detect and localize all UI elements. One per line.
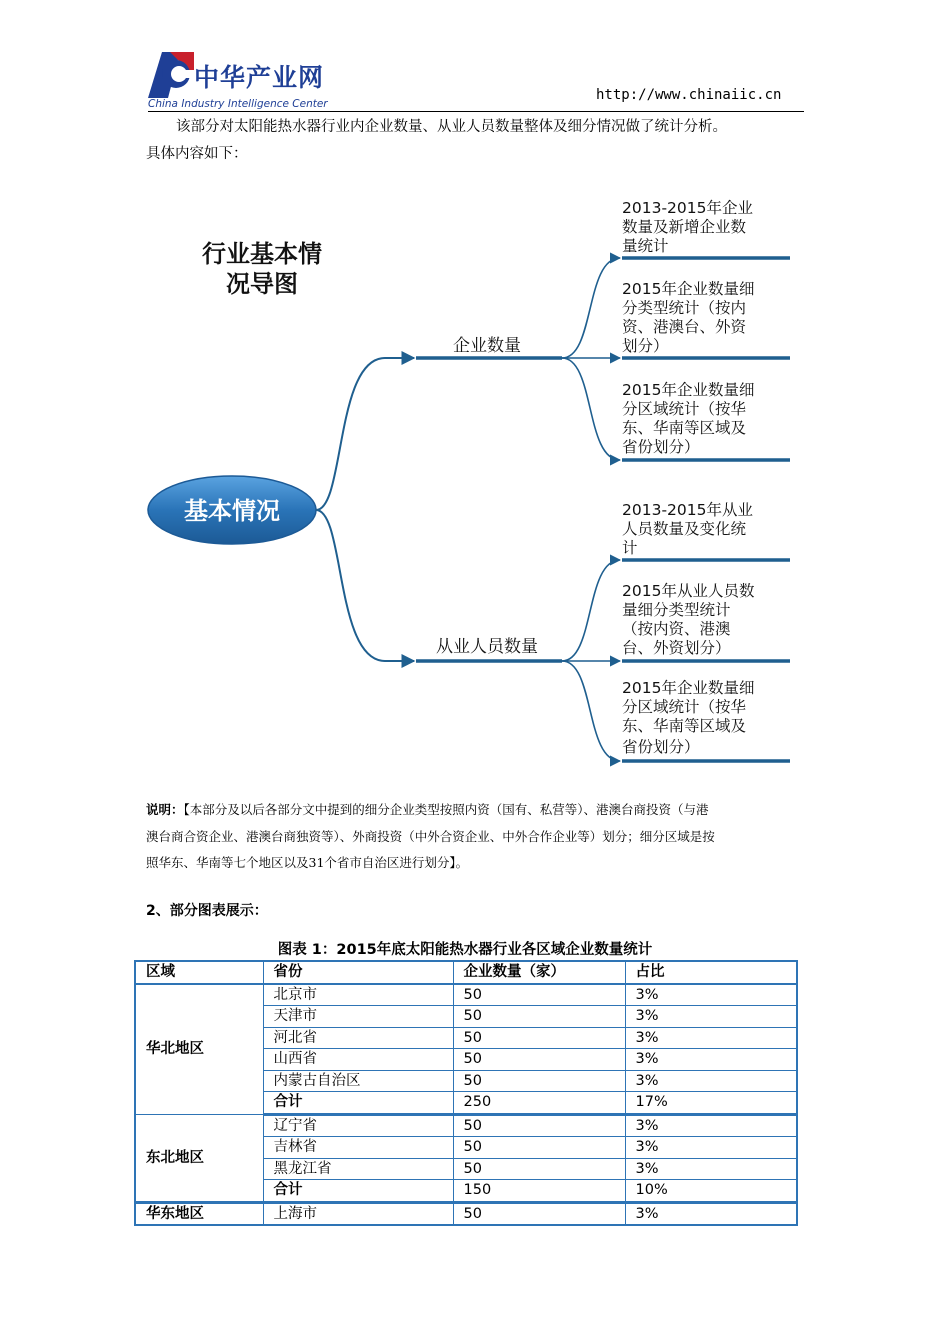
b2-leaf2-line: 台、外资划分） xyxy=(622,639,731,657)
b1-leaf1-line: 数量及新增企业数 xyxy=(622,218,747,236)
share-cell: 3% xyxy=(625,1137,797,1159)
province-cell: 上海市 xyxy=(263,1202,453,1225)
table-caption: 图表 1：2015年底太阳能热水器行业各区域企业数量统计 xyxy=(277,942,653,958)
count-cell: 50 xyxy=(453,1070,625,1092)
site-url[interactable]: http://www.chinaiic.cn xyxy=(596,87,782,103)
logo-chinese: 中华产业网 xyxy=(194,63,325,92)
connector-root-branch2 xyxy=(316,510,414,661)
note-line-2: 澳台商合资企业、港澳台商独资等）、外商投资（中外合资企业、中外合作企业等）划分；细分区域是按 xyxy=(146,828,715,844)
share-cell: 3% xyxy=(625,1070,797,1092)
mindmap-title-1: 行业基本情 xyxy=(202,240,322,268)
b1-leaf1-line: 量统计 xyxy=(622,237,669,255)
table-row xyxy=(135,1114,797,1137)
share-cell: 3% xyxy=(625,1114,797,1137)
b1-leaf3-line: 分区域统计（按华 xyxy=(622,400,747,418)
count-cell: 50 xyxy=(453,984,625,1006)
connector-root-branch1 xyxy=(316,358,414,510)
branch2-label: 从业人员数量 xyxy=(436,637,538,657)
b1-leaf2-line: 2015年企业数量细 xyxy=(622,280,755,298)
intro-line-1: 该部分对太阳能热水器行业内企业数量、从业人员数量整体及细分情况做了统计分析。 xyxy=(176,119,727,135)
b2-leaf1-line: 人员数量及变化统 xyxy=(622,520,747,538)
share-cell: 3% xyxy=(625,1158,797,1180)
count-cell: 150 xyxy=(453,1180,625,1203)
b1-leaf3-line: 东、华南等区域及 xyxy=(622,419,747,437)
count-cell: 50 xyxy=(453,1137,625,1159)
table-row xyxy=(135,984,797,1006)
b1-leaf2-line: 分类型统计（按内 xyxy=(622,299,747,317)
count-cell: 250 xyxy=(453,1092,625,1115)
mindmap-title-2: 况导图 xyxy=(226,270,298,298)
share-cell: 17% xyxy=(625,1092,797,1115)
b2-leaf2-line: （按内资、港澳 xyxy=(622,620,731,638)
header-rule xyxy=(148,111,804,112)
connector-b2-leaf3 xyxy=(562,661,620,761)
header-province: 省份 xyxy=(263,961,453,984)
region-table xyxy=(134,960,798,1226)
region-cell: 华北地区 xyxy=(135,984,263,1115)
section-heading: 2、部分图表展示： xyxy=(146,903,268,919)
branch1-label: 企业数量 xyxy=(453,336,521,356)
province-cell: 北京市 xyxy=(263,984,453,1006)
header-share: 占比 xyxy=(625,961,797,984)
province-cell: 河北省 xyxy=(263,1027,453,1049)
province-cell: 天津市 xyxy=(263,1006,453,1028)
note-label: 说明： xyxy=(146,802,184,817)
connector-b1-leaf1 xyxy=(562,258,620,358)
share-cell: 3% xyxy=(625,1027,797,1049)
b2-leaf3-line: 2015年企业数量细 xyxy=(622,679,755,697)
share-cell: 3% xyxy=(625,984,797,1006)
region-cell: 东北地区 xyxy=(135,1114,263,1202)
province-cell: 山西省 xyxy=(263,1049,453,1071)
b2-leaf1-line: 计 xyxy=(622,539,638,557)
share-cell: 3% xyxy=(625,1006,797,1028)
count-cell: 50 xyxy=(453,1006,625,1028)
note-line-3: 照华东、华南等七个地区以及31个省市自治区进行划分】。 xyxy=(146,855,469,870)
intro-line-2: 具体内容如下： xyxy=(146,146,248,162)
b2-leaf1-line: 2013-2015年从业 xyxy=(622,501,753,519)
b2-leaf3-line: 分区域统计（按华 xyxy=(622,698,747,716)
logo-icon xyxy=(146,48,196,100)
b1-leaf3-line: 2015年企业数量细 xyxy=(622,381,755,399)
note-paragraph xyxy=(146,797,816,877)
total-label-cell: 合计 xyxy=(263,1092,453,1115)
b1-leaf2-line: 资、港澳台、外资 xyxy=(622,318,747,336)
province-cell: 内蒙古自治区 xyxy=(263,1070,453,1092)
b2-leaf3-line: 省份划分） xyxy=(622,738,700,756)
connector-b1-leaf3 xyxy=(562,358,620,460)
share-cell: 3% xyxy=(625,1049,797,1071)
mindmap-diagram xyxy=(0,180,950,780)
logo-english: China Industry Intelligence Center xyxy=(148,98,328,110)
count-cell: 50 xyxy=(453,1114,625,1137)
b2-leaf3-line: 东、华南等区域及 xyxy=(622,717,747,735)
province-cell: 吉林省 xyxy=(263,1137,453,1159)
count-cell: 50 xyxy=(453,1049,625,1071)
count-cell: 50 xyxy=(453,1202,625,1225)
table-header-row xyxy=(135,961,797,984)
table-row xyxy=(135,1202,797,1225)
b1-leaf1-line: 2013-2015年企业 xyxy=(622,199,753,217)
share-cell: 3% xyxy=(625,1202,797,1225)
province-cell: 辽宁省 xyxy=(263,1114,453,1137)
total-label-cell: 合计 xyxy=(263,1180,453,1203)
header-count: 企业数量（家） xyxy=(453,961,625,984)
root-node-label: 基本情况 xyxy=(184,497,280,525)
b1-leaf3-line: 省份划分） xyxy=(622,438,700,456)
share-cell: 10% xyxy=(625,1180,797,1203)
b2-leaf2-line: 2015年从业人员数 xyxy=(622,582,755,600)
count-cell: 50 xyxy=(453,1027,625,1049)
header-region: 区域 xyxy=(135,961,263,984)
intro-paragraph xyxy=(146,114,816,168)
region-cell: 华东地区 xyxy=(135,1202,263,1225)
note-line-1: 【本部分及以后各部分文中提到的细分企业类型按照内资（国有、私营等）、港澳台商投资（与港 xyxy=(183,802,709,817)
connector-b2-leaf1 xyxy=(562,560,620,661)
count-cell: 50 xyxy=(453,1158,625,1180)
province-cell: 黑龙江省 xyxy=(263,1158,453,1180)
b1-leaf2-line: 划分） xyxy=(622,337,669,355)
b2-leaf2-line: 量细分类型统计 xyxy=(622,601,731,619)
